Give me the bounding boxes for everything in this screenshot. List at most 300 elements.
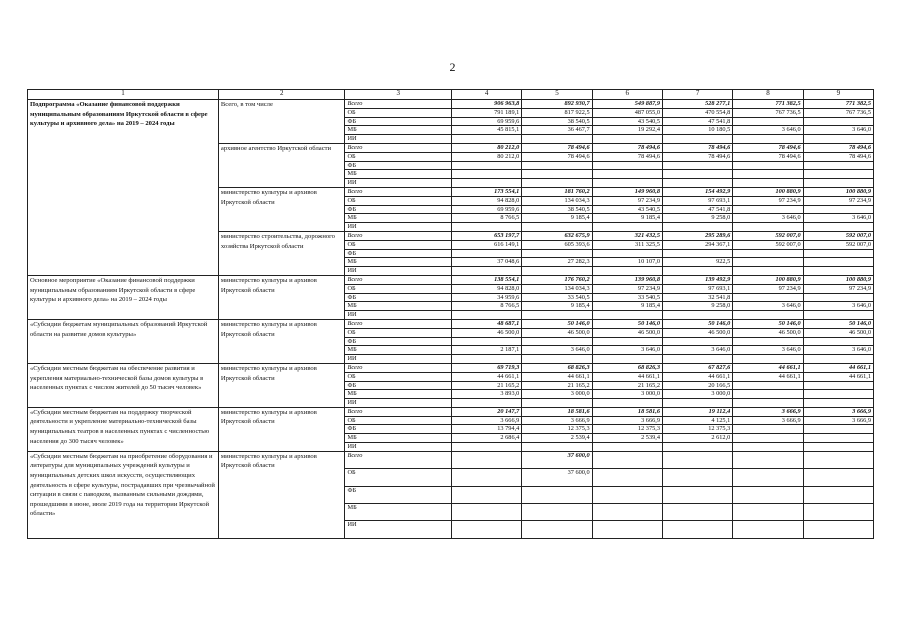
measure-description: «Субсидии местным бюджетам на поддержку творческой деятельности и укрепление материально-технической базы муниципальных театров в населенных пунктах с численностью населения до 300 тысяч человек» <box>28 407 219 451</box>
funding-source-cell: ОБ <box>345 240 452 249</box>
table-row <box>28 275 874 284</box>
amount-cell: 43 540,5 <box>592 205 662 214</box>
amount-cell: 20 147,7 <box>451 407 521 416</box>
header-row <box>28 90 874 100</box>
amount-cell <box>592 469 662 486</box>
amount-cell: 173 554,1 <box>451 187 521 196</box>
amount-cell: 149 960,8 <box>592 187 662 196</box>
amount-cell: 78 494,6 <box>803 143 873 152</box>
amount-cell: 605 393,6 <box>522 240 592 249</box>
executor-cell: министерство культуры и архивов Иркутской области <box>218 319 345 363</box>
amount-cell <box>733 451 803 468</box>
amount-cell <box>522 337 592 346</box>
amount-cell: 3 666,9 <box>803 407 873 416</box>
amount-cell <box>522 170 592 179</box>
amount-cell <box>592 223 662 232</box>
amount-cell: 2 539,4 <box>592 434 662 443</box>
amount-cell: 37 600,0 <box>522 469 592 486</box>
amount-cell <box>662 355 732 364</box>
amount-cell: 3 000,0 <box>662 390 732 399</box>
amount-cell <box>451 443 521 452</box>
amount-cell <box>803 267 873 276</box>
amount-cell <box>522 311 592 320</box>
amount-cell <box>451 451 521 468</box>
amount-cell: 10 180,5 <box>662 126 732 135</box>
amount-cell: 78 494,6 <box>592 152 662 161</box>
amount-cell: 97 693,1 <box>662 284 732 293</box>
amount-cell: 48 687,1 <box>451 319 521 328</box>
amount-cell <box>451 223 521 232</box>
amount-cell: 9 185,4 <box>522 302 592 311</box>
funding-source-cell: ИИ <box>345 399 452 408</box>
amount-cell: 46 500,0 <box>733 328 803 337</box>
executor-cell: Всего, в том числе <box>218 100 345 144</box>
amount-cell <box>733 399 803 408</box>
table-row <box>28 100 874 109</box>
amount-cell: 294 367,1 <box>662 240 732 249</box>
amount-cell: 47 541,8 <box>662 205 732 214</box>
measure-description: «Субсидии местным бюджетам на приобретение оборудования и литературы для муниципальных учреждений культуры и муниципальных детских школ искусств, осуществляющих деятельность в сфере культуры, пострадавших при чрезвычайной ситуации в связи с паводком, вызванным сильными дождями, прошедшими в июне, июле 2019 года на территории Иркутской области» <box>28 451 219 538</box>
funding-source-cell: МБ <box>345 434 452 443</box>
amount-cell: 68 826,3 <box>592 363 662 372</box>
amount-cell: 78 494,6 <box>522 143 592 152</box>
measure-description: Подпрограмма «Оказание финансовой поддержки муниципальным образованиям Иркутской области в сфере культуры и архивного дела» на 2019 – 2024 годы <box>28 100 219 276</box>
amount-cell <box>592 170 662 179</box>
amount-cell: 100 880,9 <box>803 275 873 284</box>
amount-cell <box>451 161 521 170</box>
amount-cell <box>803 504 873 521</box>
amount-cell: 44 661,1 <box>803 363 873 372</box>
funding-source-cell: ОБ <box>345 152 452 161</box>
funding-source-cell: Всего <box>345 451 452 468</box>
amount-cell <box>803 390 873 399</box>
amount-cell: 3 646,0 <box>803 214 873 223</box>
amount-cell: 771 382,5 <box>733 100 803 109</box>
amount-cell <box>803 443 873 452</box>
amount-cell <box>592 311 662 320</box>
amount-cell: 97 693,1 <box>662 196 732 205</box>
funding-source-cell: ФБ <box>345 425 452 434</box>
amount-cell <box>733 381 803 390</box>
amount-cell: 487 055,0 <box>592 108 662 117</box>
amount-cell <box>803 355 873 364</box>
amount-cell <box>803 179 873 188</box>
amount-cell <box>662 161 732 170</box>
amount-cell: 3 646,0 <box>733 346 803 355</box>
executor-cell: министерство культуры и архивов Иркутской области <box>218 407 345 451</box>
amount-cell: 46 500,0 <box>451 328 521 337</box>
table-row <box>28 451 874 468</box>
funding-source-cell: ФБ <box>345 161 452 170</box>
table-row <box>28 319 874 328</box>
amount-cell <box>733 179 803 188</box>
amount-cell <box>662 135 732 144</box>
amount-cell: 69 959,6 <box>451 205 521 214</box>
funding-source-cell: Всего <box>345 100 452 109</box>
amount-cell: 3 893,0 <box>451 390 521 399</box>
amount-cell: 9 185,4 <box>522 214 592 223</box>
funding-source-cell: Всего <box>345 143 452 152</box>
amount-cell: 20 166,5 <box>662 381 732 390</box>
funding-source-cell: МБ <box>345 258 452 267</box>
amount-cell <box>662 486 732 503</box>
amount-cell <box>451 249 521 258</box>
amount-cell: 46 500,0 <box>522 328 592 337</box>
amount-cell: 97 234,9 <box>803 196 873 205</box>
amount-cell <box>733 504 803 521</box>
amount-cell: 44 661,1 <box>451 372 521 381</box>
amount-cell <box>803 399 873 408</box>
amount-cell: 3 000,0 <box>592 390 662 399</box>
amount-cell <box>451 179 521 188</box>
amount-cell: 94 828,0 <box>451 284 521 293</box>
amount-cell: 46 500,0 <box>662 328 732 337</box>
amount-cell <box>662 179 732 188</box>
amount-cell <box>592 451 662 468</box>
amount-cell <box>592 504 662 521</box>
amount-cell <box>592 486 662 503</box>
amount-cell <box>592 355 662 364</box>
measure-description: «Субсидии местным бюджетам на обеспечение развития и укрепления материально-технической базы домов культуры в населенных пунктах с числом жителей до 50 тысяч человек» <box>28 363 219 407</box>
amount-cell: 97 234,9 <box>803 284 873 293</box>
amount-cell: 78 494,6 <box>662 143 732 152</box>
amount-cell <box>522 249 592 258</box>
amount-cell <box>522 486 592 503</box>
amount-cell: 21 165,2 <box>592 381 662 390</box>
amount-cell <box>803 434 873 443</box>
amount-cell: 3 666,9 <box>451 416 521 425</box>
table-row <box>28 363 874 372</box>
amount-cell <box>733 443 803 452</box>
amount-cell <box>733 486 803 503</box>
amount-cell <box>522 223 592 232</box>
amount-cell: 33 540,5 <box>522 293 592 302</box>
amount-cell: 97 234,9 <box>733 196 803 205</box>
amount-cell: 50 146,0 <box>733 319 803 328</box>
funding-source-cell: МБ <box>345 302 452 311</box>
amount-cell <box>451 469 521 486</box>
amount-cell: 3 646,0 <box>803 126 873 135</box>
amount-cell <box>662 267 732 276</box>
amount-cell <box>803 337 873 346</box>
amount-cell: 50 146,0 <box>592 319 662 328</box>
header-cell: 7 <box>662 90 732 100</box>
amount-cell <box>803 469 873 486</box>
amount-cell: 12 375,3 <box>592 425 662 434</box>
amount-cell: 78 494,6 <box>733 143 803 152</box>
amount-cell: 44 661,1 <box>662 372 732 381</box>
amount-cell: 18 581,6 <box>592 407 662 416</box>
amount-cell <box>662 399 732 408</box>
amount-cell: 4 125,1 <box>662 416 732 425</box>
amount-cell: 3 646,0 <box>803 346 873 355</box>
executor-cell: министерство культуры и архивов Иркутской области <box>218 275 345 319</box>
amount-cell: 3 666,9 <box>522 416 592 425</box>
amount-cell: 44 661,1 <box>592 372 662 381</box>
amount-cell <box>662 223 732 232</box>
header-cell: 9 <box>803 90 873 100</box>
amount-cell: 44 661,1 <box>733 363 803 372</box>
amount-cell <box>662 451 732 468</box>
amount-cell: 3 646,0 <box>733 302 803 311</box>
header-cell: 4 <box>451 90 521 100</box>
amount-cell: 181 760,2 <box>522 187 592 196</box>
amount-cell <box>662 504 732 521</box>
amount-cell: 3 666,9 <box>733 416 803 425</box>
amount-cell: 3 646,0 <box>733 126 803 135</box>
executor-cell: министерство культуры и архивов Иркутской области <box>218 451 345 538</box>
amount-cell <box>733 135 803 144</box>
amount-cell <box>592 161 662 170</box>
amount-cell: 791 189,1 <box>451 108 521 117</box>
budget-table <box>27 89 874 539</box>
amount-cell: 8 766,5 <box>451 302 521 311</box>
amount-cell <box>803 425 873 434</box>
amount-cell: 321 432,5 <box>592 231 662 240</box>
amount-cell: 21 165,2 <box>451 381 521 390</box>
amount-cell <box>733 390 803 399</box>
amount-cell: 50 146,0 <box>522 319 592 328</box>
amount-cell <box>662 311 732 320</box>
amount-cell: 528 277,1 <box>662 100 732 109</box>
amount-cell <box>451 135 521 144</box>
amount-cell: 767 736,5 <box>733 108 803 117</box>
amount-cell: 37 600,0 <box>522 451 592 468</box>
funding-source-cell: ИИ <box>345 179 452 188</box>
amount-cell: 97 234,9 <box>733 284 803 293</box>
amount-cell: 138 554,1 <box>451 275 521 284</box>
amount-cell: 19 112,4 <box>662 407 732 416</box>
amount-cell <box>592 179 662 188</box>
header-cell: 3 <box>345 90 452 100</box>
measure-description: Основное мероприятие «Оказание финансовой поддержки муниципальным образованиям Иркутской области в сфере культуры и архивного дела» на 2019 – 2024 годы <box>28 275 219 319</box>
funding-source-cell: Всего <box>345 231 452 240</box>
header-cell: 1 <box>28 90 219 100</box>
amount-cell <box>451 504 521 521</box>
amount-cell: 3 646,0 <box>522 346 592 355</box>
amount-cell <box>733 311 803 320</box>
amount-cell: 176 760,2 <box>522 275 592 284</box>
funding-source-cell: ИИ <box>345 311 452 320</box>
amount-cell: 549 887,9 <box>592 100 662 109</box>
header-cell: 6 <box>592 90 662 100</box>
amount-cell <box>803 223 873 232</box>
amount-cell: 817 922,5 <box>522 108 592 117</box>
amount-cell <box>803 161 873 170</box>
funding-source-cell: ОБ <box>345 196 452 205</box>
amount-cell <box>522 355 592 364</box>
amount-cell <box>451 486 521 503</box>
funding-source-cell: ИИ <box>345 223 452 232</box>
amount-cell <box>803 451 873 468</box>
funding-source-cell: ФБ <box>345 205 452 214</box>
amount-cell: 78 494,6 <box>733 152 803 161</box>
amount-cell: 771 382,5 <box>803 100 873 109</box>
funding-source-cell: Всего <box>345 319 452 328</box>
funding-source-cell: ОБ <box>345 108 452 117</box>
amount-cell: 632 675,9 <box>522 231 592 240</box>
amount-cell: 12 375,3 <box>662 425 732 434</box>
amount-cell <box>803 311 873 320</box>
amount-cell <box>733 161 803 170</box>
amount-cell: 68 826,3 <box>522 363 592 372</box>
amount-cell <box>522 443 592 452</box>
amount-cell <box>592 399 662 408</box>
amount-cell: 47 541,8 <box>662 117 732 126</box>
amount-cell: 154 492,9 <box>662 187 732 196</box>
funding-source-cell: МБ <box>345 504 452 521</box>
amount-cell: 100 880,9 <box>733 187 803 196</box>
amount-cell: 767 736,5 <box>803 108 873 117</box>
amount-cell <box>662 249 732 258</box>
funding-source-cell: МБ <box>345 170 452 179</box>
funding-source-cell: МБ <box>345 390 452 399</box>
amount-cell: 19 292,4 <box>592 126 662 135</box>
amount-cell <box>451 267 521 276</box>
funding-source-cell: Всего <box>345 407 452 416</box>
amount-cell <box>451 311 521 320</box>
amount-cell: 592 007,0 <box>803 231 873 240</box>
funding-source-cell: МБ <box>345 214 452 223</box>
amount-cell: 295 289,6 <box>662 231 732 240</box>
amount-cell <box>733 469 803 486</box>
amount-cell <box>451 399 521 408</box>
amount-cell: 592 007,0 <box>803 240 873 249</box>
amount-cell: 100 880,9 <box>803 187 873 196</box>
amount-cell <box>803 117 873 126</box>
amount-cell <box>733 117 803 126</box>
funding-source-cell: ИИ <box>345 355 452 364</box>
amount-cell: 80 212,0 <box>451 143 521 152</box>
amount-cell <box>592 135 662 144</box>
amount-cell: 470 554,8 <box>662 108 732 117</box>
header-cell: 2 <box>218 90 345 100</box>
amount-cell <box>733 434 803 443</box>
amount-cell <box>662 443 732 452</box>
amount-cell: 50 146,0 <box>662 319 732 328</box>
amount-cell <box>803 249 873 258</box>
funding-source-cell: ОБ <box>345 469 452 486</box>
amount-cell: 922,5 <box>662 258 732 267</box>
executor-cell: министерство культуры и архивов Иркутской области <box>218 363 345 407</box>
amount-cell <box>592 267 662 276</box>
amount-cell: 97 234,9 <box>592 284 662 293</box>
amount-cell: 3 646,0 <box>662 346 732 355</box>
executor-cell: архивное агентство Иркутской области <box>218 143 345 187</box>
amount-cell <box>733 223 803 232</box>
amount-cell: 10 107,0 <box>592 258 662 267</box>
amount-cell: 653 197,7 <box>451 231 521 240</box>
amount-cell: 80 212,0 <box>451 152 521 161</box>
amount-cell: 592 007,0 <box>733 231 803 240</box>
amount-cell <box>522 135 592 144</box>
amount-cell: 9 258,0 <box>662 214 732 223</box>
amount-cell: 97 234,9 <box>592 196 662 205</box>
amount-cell: 3 000,0 <box>522 390 592 399</box>
header-cell: 8 <box>733 90 803 100</box>
amount-cell <box>733 267 803 276</box>
funding-source-cell: ФБ <box>345 486 452 503</box>
amount-cell: 12 375,3 <box>522 425 592 434</box>
funding-source-cell: Всего <box>345 363 452 372</box>
amount-cell <box>451 337 521 346</box>
amount-cell <box>522 504 592 521</box>
amount-cell: 45 815,1 <box>451 126 521 135</box>
amount-cell: 139 492,9 <box>662 275 732 284</box>
amount-cell <box>451 355 521 364</box>
amount-cell <box>592 337 662 346</box>
amount-cell: 139 960,8 <box>592 275 662 284</box>
amount-cell: 9 258,0 <box>662 302 732 311</box>
amount-cell: 134 034,3 <box>522 196 592 205</box>
amount-cell: 311 325,5 <box>592 240 662 249</box>
amount-cell <box>733 249 803 258</box>
amount-cell <box>733 425 803 434</box>
amount-cell: 46 500,0 <box>803 328 873 337</box>
amount-cell <box>451 521 521 538</box>
amount-cell: 43 540,5 <box>592 117 662 126</box>
amount-cell <box>733 355 803 364</box>
amount-cell: 616 149,1 <box>451 240 521 249</box>
amount-cell <box>803 135 873 144</box>
amount-cell <box>662 521 732 538</box>
amount-cell <box>451 170 521 179</box>
funding-source-cell: Всего <box>345 275 452 284</box>
funding-source-cell: ОБ <box>345 372 452 381</box>
amount-cell: 69 959,6 <box>451 117 521 126</box>
funding-source-cell: ОБ <box>345 284 452 293</box>
funding-source-cell: ИИ <box>345 267 452 276</box>
page-number: 2 <box>449 60 456 74</box>
amount-cell <box>522 161 592 170</box>
executor-cell: министерство культуры и архивов Иркутской области <box>218 187 345 231</box>
amount-cell: 3 646,0 <box>592 346 662 355</box>
amount-cell: 9 185,4 <box>592 302 662 311</box>
amount-cell: 3 646,0 <box>803 302 873 311</box>
amount-cell: 38 540,5 <box>522 117 592 126</box>
amount-cell: 78 494,6 <box>522 152 592 161</box>
amount-cell: 78 494,6 <box>592 143 662 152</box>
amount-cell <box>592 521 662 538</box>
amount-cell: 27 282,3 <box>522 258 592 267</box>
amount-cell <box>592 443 662 452</box>
amount-cell: 18 581,6 <box>522 407 592 416</box>
amount-cell: 134 034,3 <box>522 284 592 293</box>
amount-cell: 36 467,7 <box>522 126 592 135</box>
funding-source-cell: ОБ <box>345 416 452 425</box>
amount-cell: 13 794,4 <box>451 425 521 434</box>
funding-source-cell: ФБ <box>345 249 452 258</box>
amount-cell: 38 540,5 <box>522 205 592 214</box>
amount-cell <box>522 399 592 408</box>
amount-cell: 3 666,9 <box>803 416 873 425</box>
funding-source-cell: МБ <box>345 126 452 135</box>
funding-source-cell: ФБ <box>345 293 452 302</box>
amount-cell <box>803 486 873 503</box>
amount-cell: 100 880,9 <box>733 275 803 284</box>
amount-cell: 3 666,9 <box>592 416 662 425</box>
amount-cell: 94 828,0 <box>451 196 521 205</box>
funding-source-cell: ФБ <box>345 381 452 390</box>
executor-cell: министерство строительства, дорожного хозяйства Иркутской области <box>218 231 345 275</box>
amount-cell: 9 185,4 <box>592 214 662 223</box>
amount-cell: 2 612,0 <box>662 434 732 443</box>
amount-cell: 2 187,1 <box>451 346 521 355</box>
amount-cell: 46 500,0 <box>592 328 662 337</box>
funding-source-cell: ОБ <box>345 328 452 337</box>
amount-cell: 2 686,4 <box>451 434 521 443</box>
amount-cell <box>803 521 873 538</box>
